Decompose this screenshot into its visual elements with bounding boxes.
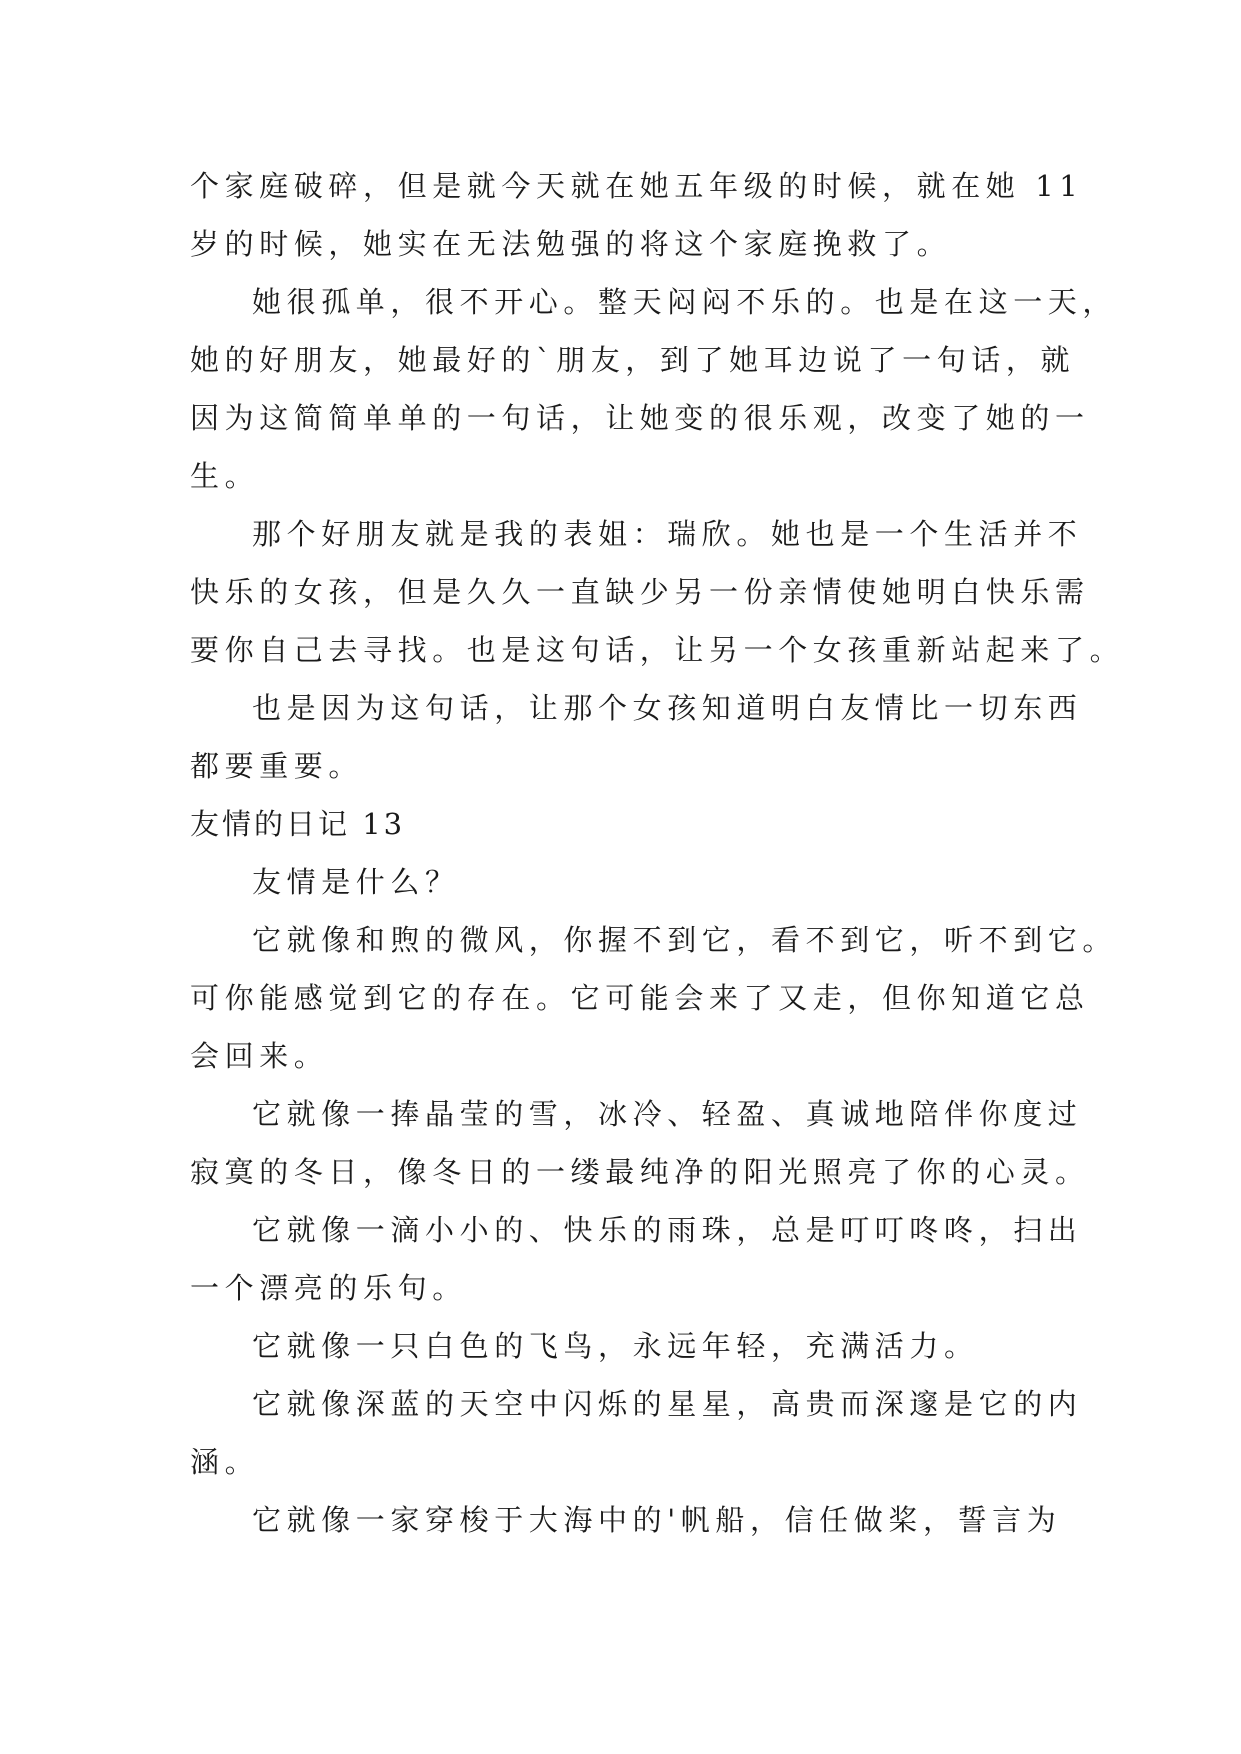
paragraph-6-line-1: 它就像和煦的微风，你握不到它，看不到它，听不到它。: [252, 923, 1118, 957]
paragraph-3-line-1: 那个好朋友就是我的表姐：瑞欣。她也是一个生活并不: [252, 517, 1083, 551]
paragraph-7-line-2: 寂寞的冬日，像冬日的一缕最纯净的阳光照亮了你的心灵。: [190, 1155, 1090, 1189]
paragraph-10-line-1: 它就像深蓝的天空中闪烁的星星，高贵而深邃是它的内: [252, 1387, 1083, 1421]
paragraph-6-line-2: 可你能感觉到它的存在。它可能会来了又走，但你知道它总: [190, 981, 1090, 1015]
paragraph-10-line-2: 涵。: [190, 1445, 260, 1479]
paragraph-6-line-3: 会回来。: [190, 1039, 329, 1073]
paragraph-3-line-2: 快乐的女孩，但是久久一直缺少另一份亲情使她明白快乐需: [190, 575, 1090, 609]
paragraph-2-line-1: 她很孤单，很不开心。整天闷闷不乐的。也是在这一天，: [252, 285, 1118, 319]
paragraph-2-line-2: 她的好朋友，她最好的`朋友，到了她耳边说了一句话，就: [190, 343, 1076, 377]
paragraph-1-line-2: 岁的时候，她实在无法勉强的将这个家庭挽救了。: [190, 227, 952, 261]
paragraph-11-line-1: 它就像一家穿梭于大海中的'帆船，信任做桨，誓言为: [252, 1503, 1062, 1537]
paragraph-2-line-4: 生。: [190, 459, 260, 493]
section-title: 友情的日记 13: [190, 807, 406, 841]
paragraph-4-line-1: 也是因为这句话，让那个女孩知道明白友情比一切东西: [252, 691, 1083, 725]
paragraph-8-line-1: 它就像一滴小小的、快乐的雨珠，总是叮叮咚咚，扫出: [252, 1213, 1083, 1247]
paragraph-7-line-1: 它就像一捧晶莹的雪，冰冷、轻盈、真诚地陪伴你度过: [252, 1097, 1083, 1131]
paragraph-9-line-1: 它就像一只白色的飞鸟，永远年轻，充满活力。: [252, 1329, 979, 1363]
paragraph-5-line-1: 友情是什么？: [252, 865, 460, 899]
paragraph-1-line-1: 个家庭破碎，但是就今天就在她五年级的时候，就在她 11: [190, 169, 1084, 203]
paragraph-4-line-2: 都要重要。: [190, 749, 364, 783]
paragraph-3-line-3: 要你自己去寻找。也是这句话，让另一个女孩重新站起来了。: [190, 633, 1125, 667]
paragraph-2-line-3: 因为这简简单单的一句话，让她变的很乐观，改变了她的一: [190, 401, 1090, 435]
paragraph-8-line-2: 一个漂亮的乐句。: [190, 1271, 467, 1305]
